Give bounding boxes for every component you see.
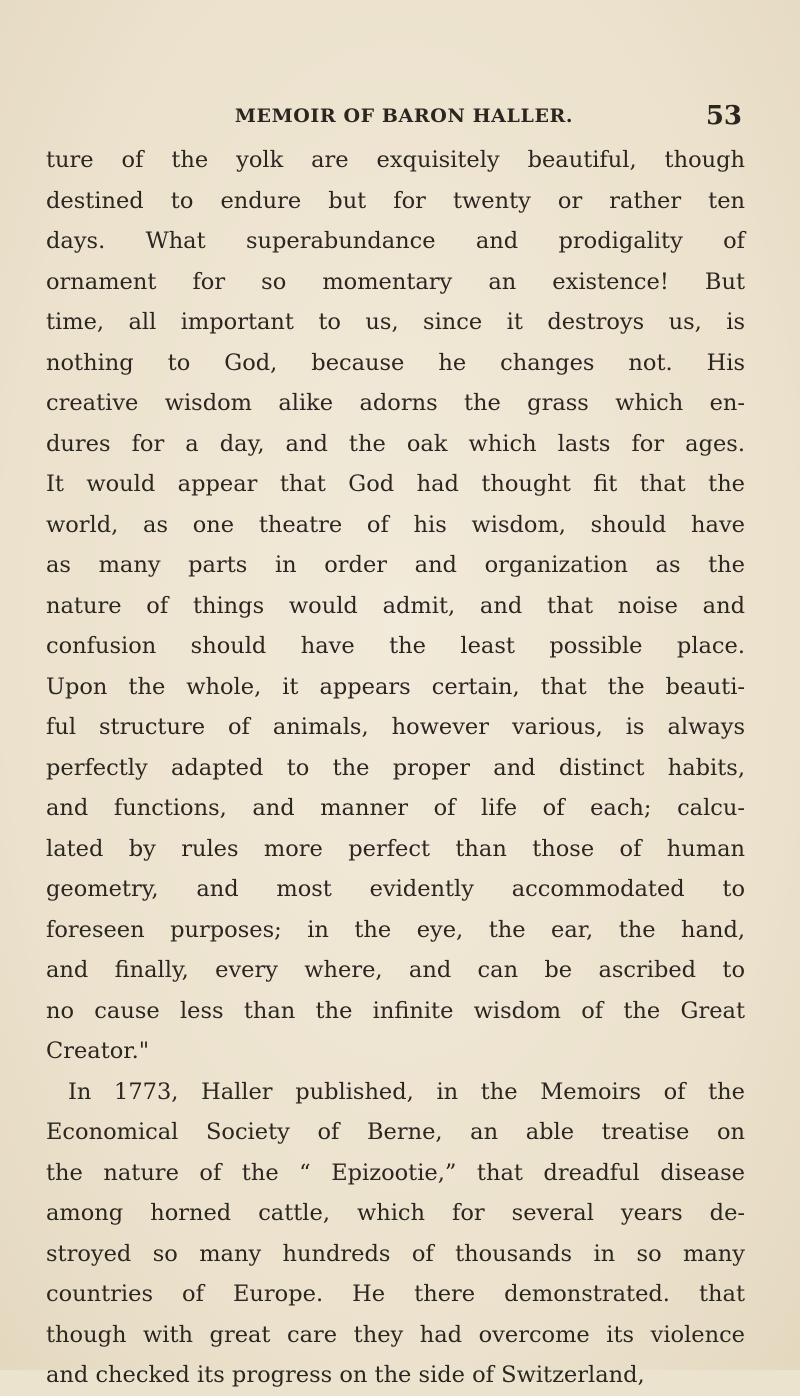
text-line: ful structure of animals, however various, is always xyxy=(46,714,745,740)
text-line: foreseen purposes; in the eye, the ear, the hand, xyxy=(46,916,745,943)
text-line: dures for a day, and the oak which lasts for ages. xyxy=(46,430,745,457)
text-line: geometry, and most evidently accommodated to xyxy=(46,876,745,902)
text-line: destined to endure but for twenty or rather ten xyxy=(46,187,745,214)
text-line: as many parts in order and organization as the xyxy=(46,552,745,578)
text-line: and functions, and manner of life of each; calcu- xyxy=(46,795,745,821)
text-line: no cause less than the infinite wisdom of the Great xyxy=(46,997,745,1024)
text-line: ornament for so momentary an existence! But xyxy=(46,268,745,295)
text-line: though with great care they had overcome its violence xyxy=(46,1321,745,1348)
text-line: and checked its progress on the side of Switzerland, xyxy=(46,1362,645,1388)
text-line: time, all important to us, since it destroys us, is xyxy=(46,309,745,335)
text-line: nothing to God, because he changes not. His xyxy=(46,349,745,376)
text-line: creative wisdom alike adorns the grass which en- xyxy=(46,390,745,416)
text-line: countries of Europe. He there demonstrated. that xyxy=(46,1281,745,1307)
text-line: It would appear that God had thought fit that the xyxy=(46,471,745,497)
text-line: perfectly adapted to the proper and distinct habits, xyxy=(46,754,745,781)
text-line: nature of things would admit, and that noise and xyxy=(46,592,745,619)
text-line: Economical Society of Berne, an able treatise on xyxy=(46,1119,745,1145)
page-header xyxy=(46,96,742,136)
text-line: the nature of the “ Epizootie,” that dreadful disease xyxy=(46,1159,745,1186)
text-line: and finally, every where, and can be ascribed to xyxy=(46,957,745,983)
text-line: days. What superabundance and prodigality of xyxy=(46,228,745,254)
text-line: confusion should have the least possible place. xyxy=(46,633,745,659)
text-line: Upon the whole, it appears certain, that the beauti- xyxy=(46,673,745,700)
text-line: Creator." xyxy=(46,1038,150,1064)
text-line: stroyed so many hundreds of thousands in so many xyxy=(46,1240,745,1267)
page-number: 53 xyxy=(705,101,742,131)
body-text xyxy=(46,140,745,1396)
text-line: world, as one theatre of his wisdom, should have xyxy=(46,511,745,538)
text-line: lated by rules more perfect than those of human xyxy=(46,835,745,862)
text-line: among horned cattle, which for several years de- xyxy=(46,1200,745,1226)
running-title: MEMOIR OF BARON HALLER. xyxy=(234,105,574,127)
text-line: In 1773, Haller published, in the Memoirs of the xyxy=(68,1078,745,1105)
text-line: ture of the yolk are exquisitely beautiful, though xyxy=(46,147,745,173)
